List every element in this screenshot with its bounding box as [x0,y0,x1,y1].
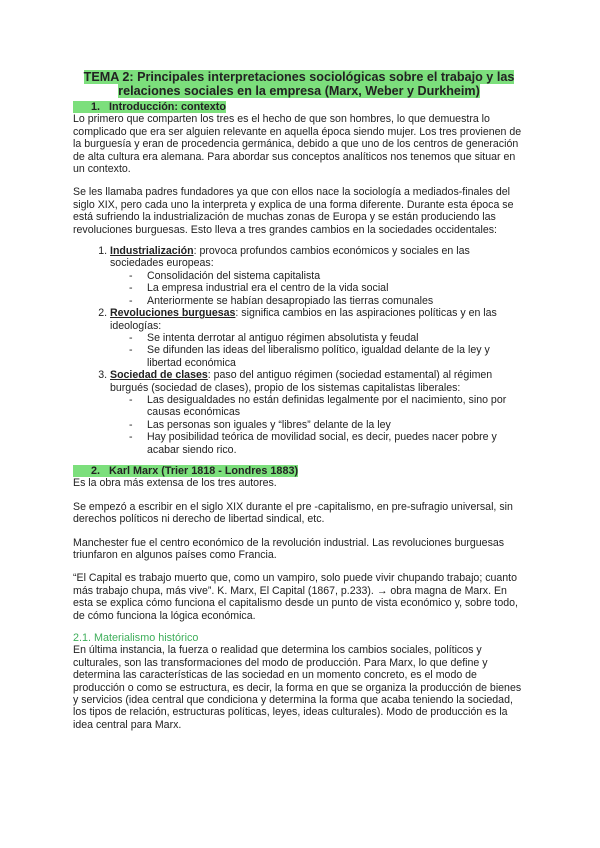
section-2-number: 2. [91,464,101,477]
sub-list-item: - Se difunden las ideas del liberalismo político, igualdad delante de la ley y libertad económica [129,344,525,369]
section-2-heading [73,465,525,477]
list-item-term: Industrialización [110,245,194,258]
sub-list [110,270,525,307]
section-2-paragraph-2: Se empezó a escribir en el siglo XIX durante el pre -capitalismo, en pre-sufragio universal, sin derechos políticos ni derecho de libertad sindical, etc. [73,500,513,526]
sub-list-item: - Hay posibilidad teórica de movilidad social, es decir, puedes nacer pobre y acabar siendo rico. [129,431,525,456]
sub-list-item: - Consolidación del sistema capitalista [129,270,525,282]
changes-list [73,245,525,456]
list-item-term: Sociedad de clases [110,369,208,382]
section-1-paragraph-2: Se les llamaba padres fundadores ya que con ellos nace la sociología a mediados-finales del siglo XIX, pero cada uno la interpreta y explica de una forma diferente. Durante esta época se está sufriendo la industrialización de muchas zonas de Europa y se están produciendo las revoluciones burguesas. Esto lleva a tres grandes cambios en la sociedades occidentales: [73,186,514,236]
title-line-2: relaciones sociales en la empresa (Marx, Weber y Durkheim) [118,84,480,98]
sub-list-item: - Las desigualdades no están definidas legalmente por el nacimiento, sino por causas económicas [129,394,525,419]
section-2-quote: “El Capital es trabajo muerto que, como un vampiro, solo puede vivir chupando trabajo; cuanto más trabajo chupa, más vive”. K. Marx, El Capital (1867, p.233). → obra magna de Marx. En esta se explica cómo funciona el capitalismo desde un punto de vista económico y, sobre todo, de cómo funciona la lógica económica. [73,572,518,622]
section-1-heading [73,101,525,113]
sub-list-item: - Anteriormente se habían desapropiado las tierras comunales [129,295,525,307]
sub-list-item: - La empresa industrial era el centro de la vida social [129,282,525,294]
document-page [73,70,525,731]
subsection-2-1-paragraph: En última instancia, la fuerza o realidad que determina los cambios sociales, políticos y culturales, son las transformaciones del modo de producción. Para Marx, lo que define y determina las características de las sociedad en un momento concreto, es el modo de producción o como se estructura, es decir, la forma en que se organiza la producción de bienes y servicios (idea central que condiciona y determina la forma que acaba teniendo la sociedad, los tipos de relación, estructuras políticas, leyes, ideas culturales). Modo de producción es la idea central para Marx. [73,644,522,731]
list-item-term: Revoluciones burguesas [110,307,236,320]
section-2-paragraph-3: Manchester fue el centro económico de la revolución industrial. Las revoluciones burguesas triunfaron en algunos países como Francia. [73,536,505,561]
section-1-paragraph-1: Lo primero que comparten los tres es el hecho de que son hombres, lo que demuestra lo complicado que era ser alguien relevante en aquella época siendo mujer. Los tres provienen de la burguesía y eran de procedencia germánica, debido a que uno de los centros de generación de alta cultura era alemana. Para abordar sus conceptos analíticos nos tenemos que situar en un contexto. [73,113,522,176]
document-title [73,70,525,98]
sub-list-item: - Se intenta derrotar al antiguo régimen absolutista y feudal [129,332,525,344]
list-item-text: : paso del antiguo régimen (sociedad estamental) al régimen burgués (sociedad de clases), propio de los sistemas capitalistas liberales: [110,369,493,394]
title-line-1: TEMA 2: Principales interpretaciones sociológicas sobre el trabajo y las [83,70,515,84]
list-item-revoluciones [110,307,525,369]
subsection-2-1-heading: 2.1. Materialismo histórico [73,632,199,645]
sub-list-item: - Las personas son iguales y “libres” delante de la ley [129,419,525,431]
section-1-number: 1. [91,101,101,113]
section-2-paragraph-1: Es la obra más extensa de los tres autores. [73,477,277,490]
section-1-title: Introducción: contexto [109,101,226,113]
list-item-text: : significa cambios en las aspiraciones políticas y en las ideologías: [110,307,497,332]
list-item-industrializacion [110,245,525,307]
list-item-text: : provoca profundos cambios económicos y sociales en las sociedades europeas: [110,245,470,270]
list-item-sociedad-clases [110,369,525,456]
section-2-title: Karl Marx (Trier 1818 - Londres 1883) [109,464,299,477]
sub-list [110,332,525,369]
sub-list [110,394,525,456]
